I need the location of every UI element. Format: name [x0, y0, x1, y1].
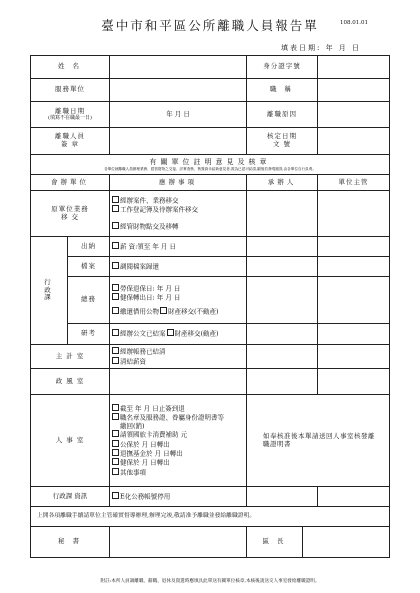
transfer-label: 原單位業務 移 交: [31, 191, 110, 237]
cashier-label: 出納: [68, 237, 110, 257]
personnel-items: [110, 395, 247, 487]
checkbox-item[interactable]: 請領國旅卡消費補助 元: [112, 430, 244, 439]
fill-date[interactable]: 填表日期: 年 月 日: [281, 44, 362, 52]
handler-cell[interactable]: [247, 487, 318, 507]
checkbox-item[interactable]: 經管財物點交及移轉: [112, 222, 244, 231]
handler-cell[interactable]: [247, 191, 318, 237]
checkbox-item[interactable]: 公保於 月 日轉出: [112, 440, 244, 449]
name-field[interactable]: [110, 56, 247, 79]
rank-label: 職 稱: [247, 79, 318, 102]
supervisor-cell[interactable]: [318, 369, 390, 395]
checkbox-item[interactable]: 清結薪資: [112, 357, 244, 366]
research-label: 研考: [68, 324, 110, 345]
supervisor-cell[interactable]: [318, 277, 390, 324]
chief-label: 區 長: [247, 527, 303, 558]
accounting-label: 主 計 室: [31, 345, 110, 369]
approval-label: 核定日期 文 號: [247, 128, 318, 155]
checkbox-item[interactable]: 勞保退保日: 年 月 日: [112, 284, 244, 293]
checkbox-item[interactable]: 其他事項: [112, 468, 244, 477]
info-label: 行政課 資訊: [31, 487, 110, 507]
notice-box: [31, 155, 390, 175]
handler-cell[interactable]: [247, 237, 318, 257]
admin-section-label: 行 政 課: [31, 237, 68, 345]
form-table: [30, 55, 390, 558]
unit-label: 服務單位: [31, 79, 110, 102]
cashier-item[interactable]: 薪 資:領至 年 月 日: [110, 237, 247, 257]
research-items[interactable]: 經辦公文已結案 財產移交(動產): [110, 324, 247, 345]
checkbox-item[interactable]: 繳還借用公物 財產移交(不動產): [112, 307, 244, 316]
supervisor-cell[interactable]: [318, 191, 390, 237]
reason-field[interactable]: [318, 102, 390, 128]
form-version: 108.01.01: [340, 20, 368, 26]
handler-cell[interactable]: [247, 277, 318, 324]
signer-field[interactable]: [110, 128, 247, 155]
checkbox-item[interactable]: 工作登記簿及待辦案件移交: [112, 205, 244, 214]
name-label: 姓 名: [31, 56, 110, 79]
supervisor-cell[interactable]: [318, 257, 390, 277]
checkbox-item[interactable]: 經辦案件、業務移交: [112, 196, 244, 205]
checkbox-item[interactable]: 健保於 月 日轉出: [112, 458, 244, 467]
column-handler: 承辦人: [247, 175, 318, 191]
reason-label: 離職原因: [247, 102, 318, 128]
info-item[interactable]: E化公務帳號停用: [110, 487, 247, 507]
approval-field[interactable]: [318, 128, 390, 155]
checkbox-item[interactable]: 經辦帳務已結清: [112, 347, 244, 356]
handler-cell[interactable]: [247, 324, 318, 345]
leave-date-field[interactable]: 年 月 日: [110, 102, 247, 128]
archive-item[interactable]: 調閱檔案歸還: [110, 257, 247, 277]
page-title: 臺中市和平區公所離職人員報告單: [101, 18, 319, 33]
column-matters: 應辦事項: [110, 175, 247, 191]
handler-cell[interactable]: [247, 345, 318, 369]
personnel-item-continued: 繳回(銷): [120, 421, 145, 430]
notice-title: 有關單位註明意見及核章: [149, 158, 271, 167]
secretary-label: 秘 書: [31, 527, 110, 558]
ethics-cell[interactable]: [110, 369, 247, 395]
id-label: 身分證字號: [247, 56, 318, 79]
accounting-items: [110, 345, 247, 369]
checkbox-item[interactable]: 截至 年 月 日止簽到退: [112, 404, 244, 413]
checkbox-item[interactable]: 職名章及服務證、眷屬身份證明書等: [112, 413, 244, 422]
ethics-label: 政 風 室: [31, 369, 110, 395]
supervisor-cell[interactable]: [318, 345, 390, 369]
column-supervisor: 單位主管: [318, 175, 390, 191]
column-unit: 會辦單位: [31, 175, 110, 191]
rank-field[interactable]: [318, 79, 390, 102]
secretary-field[interactable]: [110, 527, 247, 558]
leave-date-label: 離職日期 (填寫不在職最一日): [31, 102, 110, 128]
statement: 上開各項離職手續請單位主管確實督導辦理,辦理完竣,敬請准予離職並發給離職證明。: [31, 507, 390, 527]
personnel-note: 如奉核准後本單請送回人事室核發離職證明書: [247, 395, 390, 487]
chief-field[interactable]: [303, 527, 390, 558]
checkbox-item[interactable]: 退撫基金於 月 日轉出: [112, 449, 244, 458]
handler-cell[interactable]: [247, 257, 318, 277]
id-field[interactable]: [318, 56, 390, 79]
supervisor-cell[interactable]: [318, 324, 390, 345]
transfer-items: [110, 191, 247, 237]
supervisor-cell[interactable]: [318, 237, 390, 257]
general-label: 總務: [68, 277, 110, 324]
archive-label: 檔案: [68, 257, 110, 277]
supervisor-cell[interactable]: [318, 487, 390, 507]
general-items: [110, 277, 247, 324]
footnote: 附註:本所人員調離職、辭職、退休及資遣時應填具此單送有關單位核章,本核後請送交人事室發給離職證明。: [100, 579, 320, 584]
signer-label: 離職人員 簽 章: [31, 128, 110, 155]
notice-text: 各單位就離職人員辦理業務、經管財物之交接、評實查核、核簽資未結新意見者,視為已認可結清,嗣後若發現錯誤,由各單位自行負責。: [104, 166, 316, 171]
checkbox-item[interactable]: 健保轉出日: 年 月 日: [112, 293, 244, 302]
handler-cell[interactable]: [247, 369, 318, 395]
unit-field[interactable]: [110, 79, 247, 102]
personnel-label: 人 事 室: [31, 395, 110, 487]
